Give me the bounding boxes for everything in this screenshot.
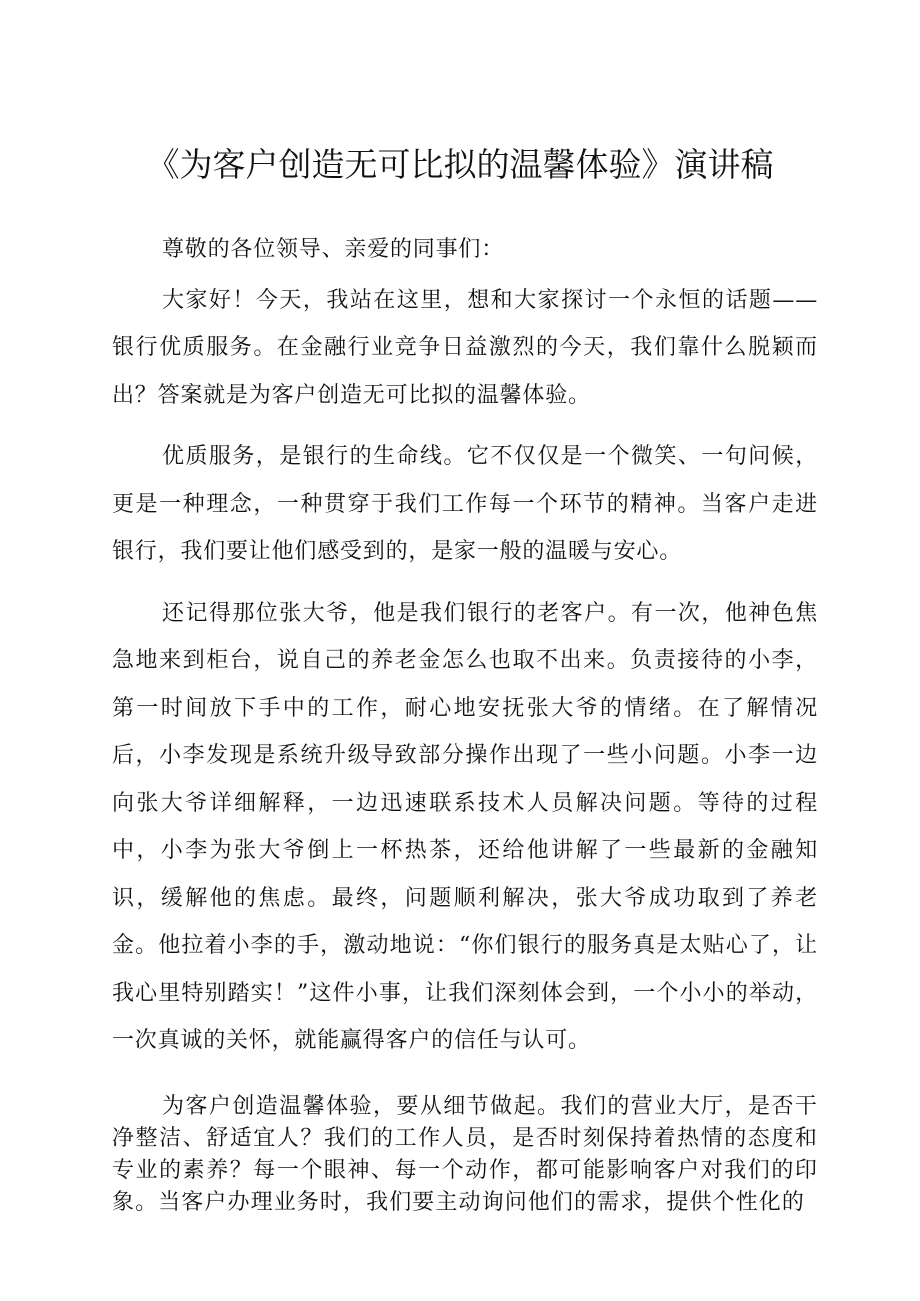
story-paragraph: 还记得那位张大爷，他是我们银行的老客户。有一次，他神色焦急地来到柜台，说自己的养老金怎么也取不出来。负责接待的小李，第一时间放下手中的工作，耐心地安抚张大爷的情绪。在了解情况后，小李发现是系统升级导致部分操作出现了一些小问题。小李一边向张大爷详细解释，一边迅速联系技术人员解决问题。等待的过程中，小李为张大爷倒上一杯热茶，还给他讲解了一些最新的金融知识，缓解他的焦虑。最终，问题顺利解决，张大爷成功取到了养老金。他拉着小李的手，激动地说：“你们银行的服务真是太贴心了，让我心里特别踏实！”这件小事，让我们深刻体会到，一个小小的举动，一次真诚的关怀，就能赢得客户的信任与认可。 (112, 600, 818, 1053)
opening-paragraph: 大家好！今天，我站在这里，想和大家探讨一个永恒的话题——银行优质服务。在金融行业竞争日益激烈的今天，我们靠什么脱颖而出？答案就是为客户创造无可比拟的温馨体验。 (112, 287, 818, 408)
service-lifeline-paragraph: 优质服务，是银行的生命线。它不仅仅是一个微笑、一句问候，更是一种理念，一种贯穿于我们工作每一个环节的精神。当客户走进银行，我们要让他们感受到的，是家一般的温暖与安心。 (112, 444, 818, 564)
document-title: 《为客户创造无可比拟的温馨体验》演讲稿 (146, 145, 774, 185)
details-paragraph: 为客户创造温馨体验，要从细节做起。我们的营业大厅，是否干净整洁、舒适宜人？我们的工作人员，是否时刻保持着热情的态度和专业的素养？每一个眼神、每一个动作，都可能影响客户对我们的印象。当客户办理业务时，我们要主动询问他们的需求，提供个性化的 (112, 1093, 818, 1215)
document-body (112, 226, 818, 1219)
greeting-paragraph: 尊敬的各位领导、亲爱的同事们： (162, 237, 505, 262)
